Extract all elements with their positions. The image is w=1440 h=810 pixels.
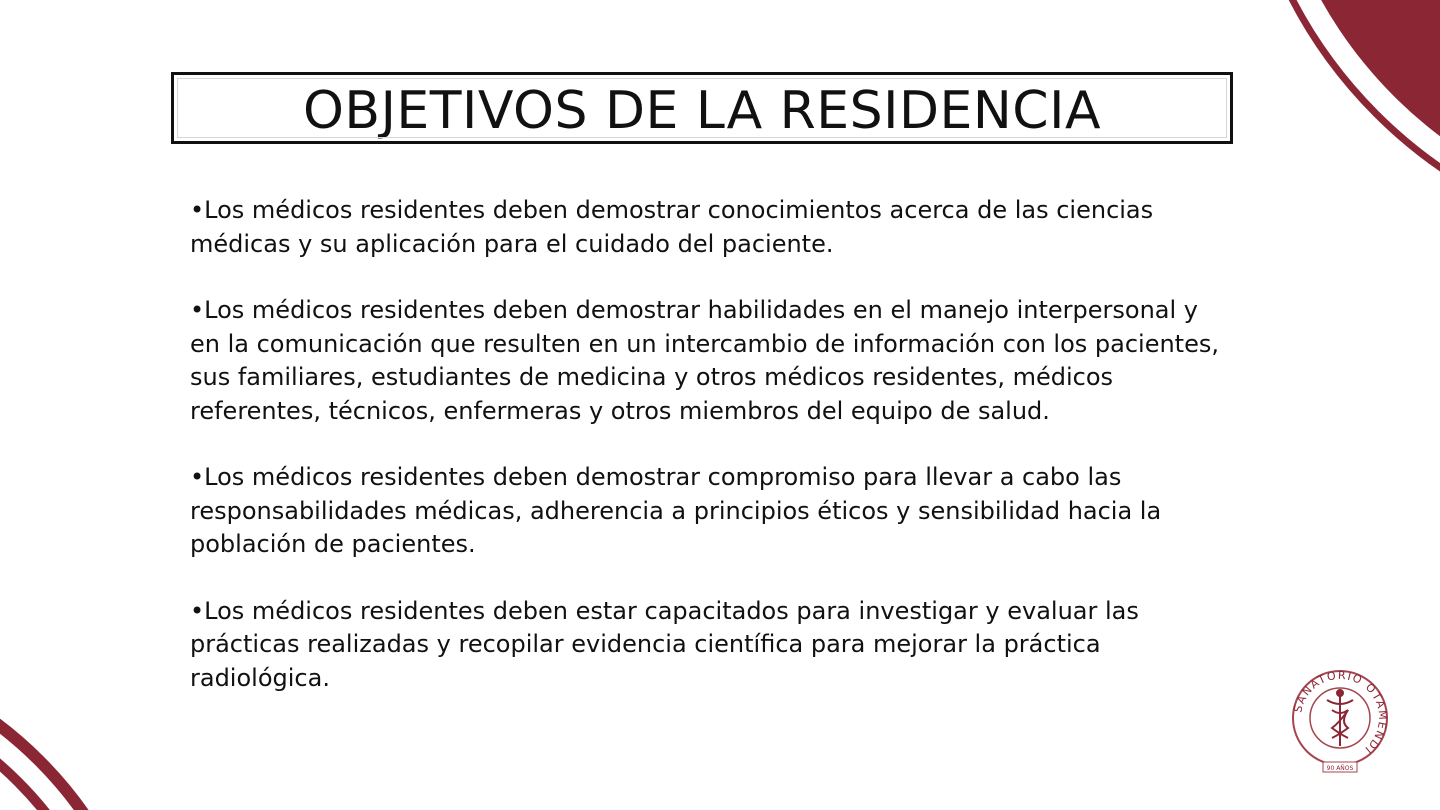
objective-item-1: •Los médicos residentes deben demostrar conocimientos acerca de las ciencias médicas y su aplicación para el cuidado del paciente. (190, 196, 1154, 258)
top-right-filled-arc (1265, 0, 1440, 225)
objective-item-3: •Los médicos residentes deben demostrar compromiso para llevar a cabo las responsabilidades médicas, adherencia a principios éticos y sensibilidad hacia la población de pacientes. (190, 463, 1162, 558)
bottom-left-outer-arc (0, 645, 155, 810)
logo-years-text: 90 AÑOS (1326, 765, 1354, 772)
objective-item-4: •Los médicos residentes deben estar capacitados para investigar y evaluar las prácticas realizadas y recopilar evidencia científica para mejorar la práctica radiológica. (190, 596, 1139, 692)
bottom-left-inner-arc (0, 675, 125, 810)
sanatorio-logo (1285, 666, 1395, 776)
caduceus-icon (1327, 690, 1353, 746)
title-box (171, 72, 1233, 144)
top-right-outline-arc (1240, 0, 1440, 250)
logo-ring-text-path: SANATORIO OTAMENDI (1291, 668, 1390, 757)
objective-item-2: •Los médicos residentes deben demostrar habilidades en el manejo interpersonal y en la comunicación que resulten en un intercambio de información con los pacientes, sus familiares, estudiantes de medicina y otros médicos residentes, médicos referentes, técnicos, enfermeras y otros miembros del equipo de salud. (190, 296, 1219, 425)
page-title: OBJETIVOS DE LA RESIDENCIA (302, 81, 1102, 141)
objectives-list (190, 194, 1235, 695)
